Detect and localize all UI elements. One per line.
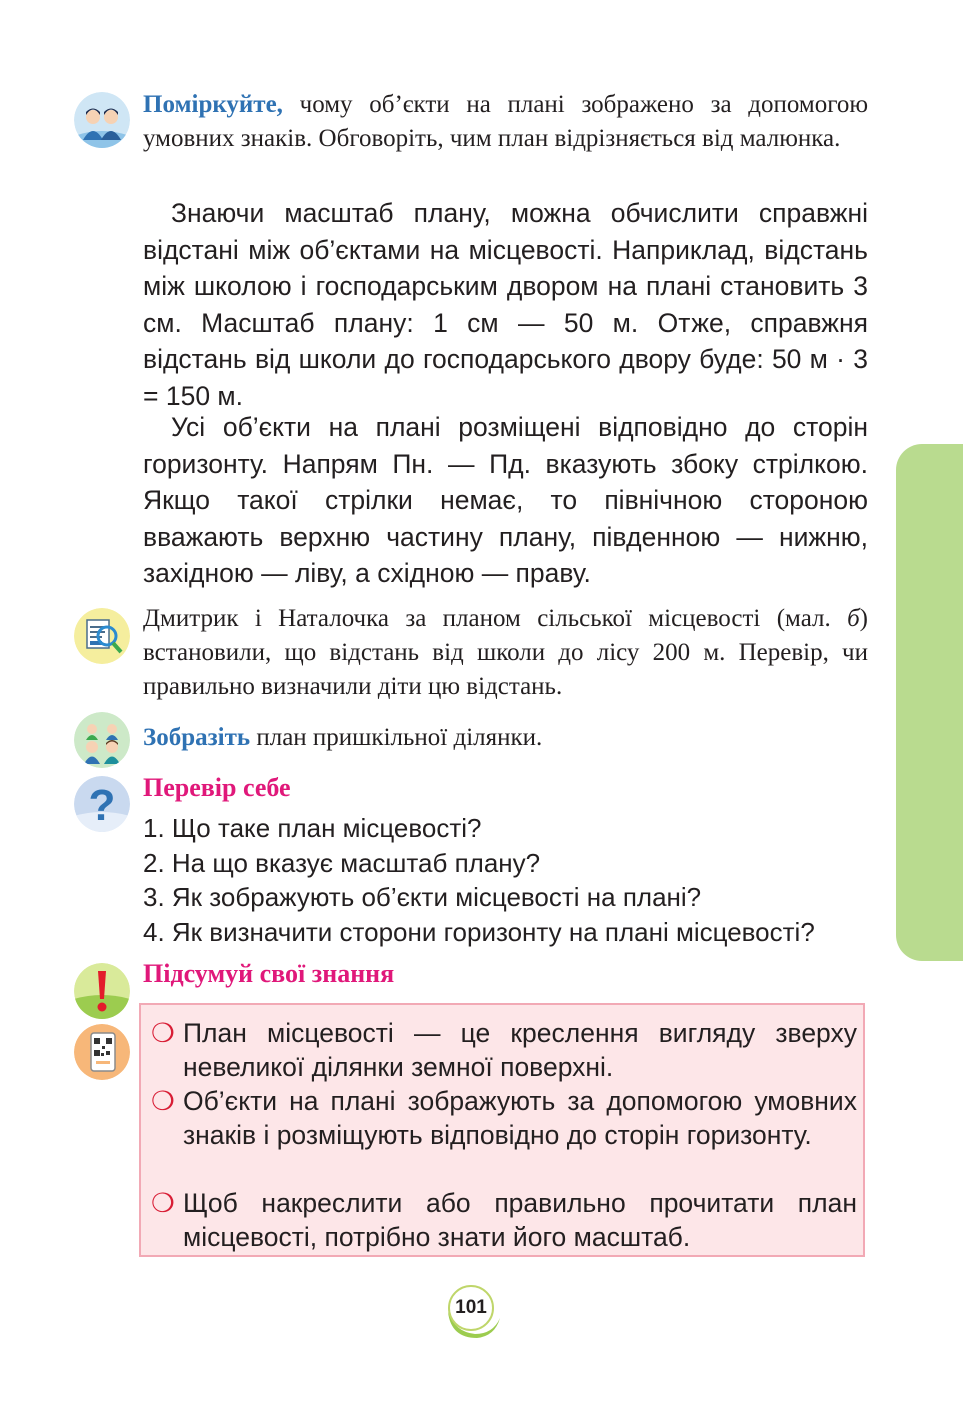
page-number-badge	[443, 1282, 503, 1342]
summary-title: Підсумуй свої знання	[143, 959, 395, 988]
bullet-circle-icon: ❍	[151, 1018, 175, 1048]
figure-ref: б	[847, 605, 860, 632]
reflect-text: чому об’єкти на плані зображено за допомогою умовних знаків. Обговоріть, чим план відрізняється від малюнка.	[143, 91, 868, 152]
bullet-circle-icon: ❍	[151, 1086, 175, 1116]
section-side-tab	[896, 444, 963, 961]
summary-item-text: Об’єкти на плані зображують за допомогою умовних знаків і розміщують відповідно до сторін горизонту.	[183, 1086, 857, 1150]
horizon-paragraph: Усі об’єкти на плані розміщені відповідно до сторін горизонту. Напрям Пн. — Пд. вказують збоку стрілкою. Якщо такої стрілки немає, то північною стороною вважають верхню частину плану, південною — нижню, західною — ліву, а східною — праву.	[143, 412, 868, 588]
task-text-start: Дмитрик і Наталочка за планом сільської місцевості (мал.	[143, 605, 848, 632]
question-item: 2. На що вказує масштаб плану?	[143, 847, 541, 878]
summary-item-text: Щоб накреслити або правильно прочитати план місцевості, потрібно знати його масштаб.	[183, 1188, 857, 1252]
check-yourself-title: Перевір себе	[143, 773, 291, 802]
summary-item-text: План місцевості — це креслення вигляду зверху невеликої ділянки земної поверхні.	[183, 1018, 857, 1082]
question-mark-icon	[74, 776, 130, 832]
group-work-icon	[74, 712, 130, 768]
svg-text:?: ?	[88, 781, 116, 830]
check-questions	[143, 811, 868, 949]
scale-paragraph: Знаючи масштаб плану, можна обчислити справжні відстані між об’єктами на місцевості. Наприклад, відстань між школою і господарським двором на плані становить 3 см. Масштаб плану: 1 см — 50 м. Отже, справжня відстань від школи до господарського двору буде: 50 м · 3 = 150 м.	[143, 198, 868, 411]
task-text-end: ) встановили, що відстань від школи до лісу 200 м. Перевір, чи правильно визначили діти цю відстань.	[143, 605, 868, 700]
draw-paragraph	[143, 721, 868, 755]
question-item: 3. Як зображують об’єкти місцевості на плані?	[143, 882, 702, 912]
question-item: 1. Що таке план місцевості?	[143, 813, 482, 843]
draw-text: план пришкільної ділянки.	[250, 724, 543, 751]
reflect-lead-word: Поміркуйте,	[143, 91, 283, 118]
reflect-paragraph	[143, 88, 868, 156]
discuss-pair-icon	[74, 92, 130, 148]
question-item: 4. Як визначити сторони горизонту на плані місцевості?	[143, 916, 815, 947]
summary-box	[139, 1003, 865, 1257]
draw-lead-word: Зобразіть	[143, 724, 251, 751]
exclamation-icon	[74, 963, 130, 1019]
page-number: 101	[448, 1285, 494, 1331]
bullet-circle-icon: ❍	[151, 1188, 175, 1218]
magnifier-document-icon	[74, 608, 130, 664]
qr-phone-icon	[74, 1024, 130, 1080]
task-paragraph	[143, 602, 868, 704]
